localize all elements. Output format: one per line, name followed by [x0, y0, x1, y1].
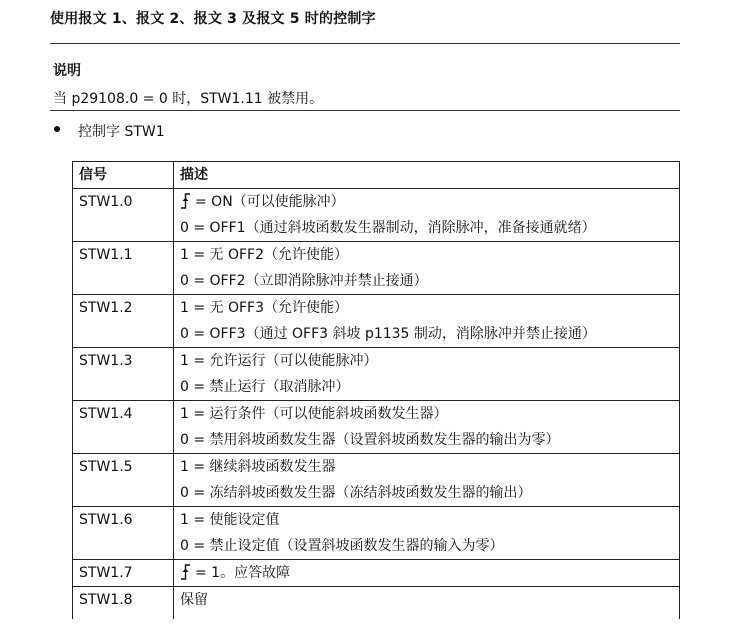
description-line-1: 1 = 允许运行（可以使能脉冲） — [180, 353, 378, 369]
description-line-2: 0 = 禁用斜坡函数发生器（设置斜坡函数发生器的输出为零） — [180, 432, 560, 448]
signal-cell: STW1.1 — [73, 242, 174, 295]
description-line-2: 0 = 禁止设定值（设置斜坡函数发生器的输入为零） — [180, 538, 504, 554]
bullet-text: 控制字 STW1 — [78, 124, 165, 140]
table-row — [73, 242, 680, 295]
description-cell — [174, 401, 680, 454]
description-cell — [174, 189, 680, 242]
table-row — [73, 560, 680, 587]
description-line-2: 0 = OFF3（通过 OFF3 斜坡 p1135 制动，消除脉冲并禁止接通） — [180, 326, 596, 342]
signal-cell: STW1.4 — [73, 401, 174, 454]
rising-edge-icon — [180, 564, 191, 580]
note-title: 说明 — [53, 63, 81, 79]
table-row — [73, 348, 680, 401]
note-text: 当 p29108.0 = 0 时，STW1.11 被禁用。 — [53, 91, 324, 107]
signal-cell: STW1.5 — [73, 454, 174, 507]
description-cell — [174, 560, 680, 587]
table-row — [73, 189, 680, 242]
rising-edge-icon — [180, 193, 191, 209]
description-cell — [174, 242, 680, 295]
signal-cell: STW1.8 — [73, 587, 174, 620]
top-divider — [50, 43, 680, 44]
description-line-1: 1 = 使能设定值 — [180, 512, 280, 528]
description-cell — [174, 295, 680, 348]
table-row — [73, 401, 680, 454]
description-line-1: = 1。应答故障 — [195, 565, 291, 581]
description-cell — [174, 348, 680, 401]
description-cell — [174, 587, 680, 620]
description-line-2: 0 = 冻结斜坡函数发生器（冻结斜坡函数发生器的输出） — [180, 485, 532, 501]
description-line-2: 0 = OFF1（通过斜坡函数发生器制动，消除脉冲，准备接通就绪） — [180, 220, 596, 236]
description-line-1: = ON（可以使能脉冲） — [195, 194, 345, 210]
column-header-signal: 信号 — [73, 162, 174, 189]
note-divider — [50, 110, 680, 111]
description-cell — [174, 507, 680, 560]
table-row — [73, 295, 680, 348]
table-row — [73, 587, 680, 620]
table-row — [73, 507, 680, 560]
description-line-1: 1 = 无 OFF2（允许使能） — [180, 247, 349, 263]
bullet-dot-icon — [54, 126, 60, 132]
description-line-2: 0 = OFF2（立即消除脉冲并禁止接通） — [180, 273, 428, 289]
description-line-1: 保留 — [180, 592, 208, 608]
signal-cell: STW1.0 — [73, 189, 174, 242]
description-cell — [174, 454, 680, 507]
signal-cell: STW1.2 — [73, 295, 174, 348]
description-line-1: 1 = 继续斜坡函数发生器 — [180, 459, 336, 475]
control-word-table — [72, 161, 680, 619]
section-heading: 使用报文 1、报文 2、报文 3 及报文 5 时的控制字 — [50, 11, 376, 27]
signal-cell: STW1.3 — [73, 348, 174, 401]
signal-cell: STW1.6 — [73, 507, 174, 560]
description-line-2: 0 = 禁止运行（取消脉冲） — [180, 379, 350, 395]
signal-cell: STW1.7 — [73, 560, 174, 587]
column-header-description: 描述 — [174, 162, 680, 189]
description-line-1: 1 = 无 OFF3（允许使能） — [180, 300, 349, 316]
description-line-1: 1 = 运行条件（可以使能斜坡函数发生器） — [180, 406, 448, 422]
table-header-row — [73, 162, 680, 189]
table-row — [73, 454, 680, 507]
